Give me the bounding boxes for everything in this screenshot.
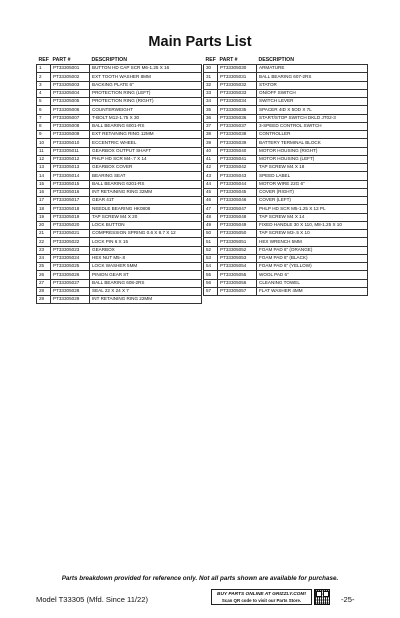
ref-cell: 38 [204,131,218,139]
ref-cell: 39 [204,139,218,147]
ref-cell: 40 [204,147,218,155]
ref-cell: 31 [204,73,218,81]
description-cell: GEARBOX COVER [90,164,202,172]
description-cell: COVER (RIGHT) [257,188,368,196]
description-cell: PROTECTION RING (RIGHT) [90,98,202,106]
part-number-cell: PT33305028 [51,287,90,295]
ref-cell: 35 [204,106,218,114]
table-row [204,197,368,205]
ref-cell: 22 [37,238,51,246]
description-cell: HEX WRENCH 5MM [257,238,368,246]
model-label: Model T33305 (Mfd. Since 11/22) [36,595,148,604]
part-number-cell: PT33305002 [51,73,90,81]
part-number-cell: PT33305040 [218,147,257,155]
description-cell: LOCK BUTTON [90,221,202,229]
part-number-cell: PT33305051 [218,238,257,246]
part-number-cell: PT33305048 [218,213,257,221]
description-cell: BALL BEARING 6201-RS [90,180,202,188]
table-row [204,287,368,295]
part-number-cell: PT33305031 [218,73,257,81]
description-cell: BATTERY TERMINAL BLOCK [257,139,368,147]
part-number-cell: PT33305039 [218,139,257,147]
description-cell: ON/OFF SWITCH [257,89,368,97]
table-row [204,279,368,287]
table-row [204,213,368,221]
table-row [204,246,368,254]
ref-cell: 21 [37,230,51,238]
page-title: Main Parts List [148,34,252,50]
description-cell: COUNTERWEIGHT [90,106,202,114]
ref-cell: 14 [37,172,51,180]
table-row [37,213,202,221]
ref-cell: 29 [37,296,51,304]
ref-cell: 47 [204,205,218,213]
description-cell: LOCK WASHER 5MM [90,263,202,271]
description-cell: FOAM PAD 6" (YELLOW) [257,263,368,271]
table-row [37,221,202,229]
description-cell: COVER (LEFT) [257,197,368,205]
description-cell: TAP SCREW M3-.5 X 10 [257,230,368,238]
ref-cell: 3 [37,81,51,89]
description-cell: TAP SCREW M4 X 20 [90,213,202,221]
buy-parts-text: BUY PARTS ONLINE AT GRIZZLY.COM! [216,592,306,597]
description-cell: BACKING PLATE 6" [90,81,202,89]
parts-table-left [36,56,202,304]
description-cell: BALL BEARING 608-2RS [90,279,202,287]
footnote: Parts breakdown provided for reference only. Not all parts shown are available for purchase. [61,575,339,582]
table-row [204,164,368,172]
table-header [204,56,368,65]
description-cell: SWITCH LEVER [257,98,368,106]
description-cell: GEAR 41T [90,197,202,205]
part-number-cell: PT33305005 [51,98,90,106]
table-row [204,155,368,163]
description-cell: FLAT WASHER 4MM [257,287,368,295]
ref-cell: 28 [37,287,51,295]
description-cell: STATOR [257,81,368,89]
table-row [37,122,202,130]
description-cell: FOAM PAD 6" (ORANGE) [257,246,368,254]
part-number-cell: PT33305043 [218,172,257,180]
ref-cell: 8 [37,122,51,130]
description-cell: GEARBOX [90,246,202,254]
part-number-cell: PT33305037 [218,122,257,130]
description-cell: WOOL PAD 6" [257,271,368,279]
table-row [204,89,368,97]
ref-cell: 24 [37,254,51,262]
table-row [37,73,202,81]
description-cell: INT RETAINING RING 32MM [90,188,202,196]
part-number-cell: PT33305003 [51,81,90,89]
table-row [204,98,368,106]
table-row [37,197,202,205]
part-number-cell: PT33305024 [51,254,90,262]
description-cell: GEARBOX OUTPUT SHAFT [90,147,202,155]
part-number-cell: PT33305006 [51,106,90,114]
qr-code-icon[interactable] [314,589,330,605]
table-row [37,263,202,271]
page-number: -25- [341,595,355,604]
table-row [204,271,368,279]
part-number-cell: PT33305009 [51,131,90,139]
part-number-cell: PT33305036 [218,114,257,122]
part-number-cell: PT33305026 [51,271,90,279]
ref-cell: 9 [37,131,51,139]
table-row [37,98,202,106]
ref-cell: 2 [37,73,51,81]
part-number-cell: PT33305034 [218,98,257,106]
description-cell: LOCK PIN 6 X 15 [90,238,202,246]
table-row [204,205,368,213]
table-row [204,65,368,73]
description-cell: FOAM PAD 6" (BLACK) [257,254,368,262]
part-number-cell: PT33305008 [51,122,90,130]
description-cell: FIXED HANDLE 30 X 110, M8-1.25 X 10 [257,221,368,229]
description-cell: SPEED LABEL [257,172,368,180]
description-cell: T-BOLT M12-1.75 X 30 [90,114,202,122]
table-row [37,155,202,163]
ref-cell: 33 [204,89,218,97]
part-number-cell: PT33305029 [51,296,90,304]
table-row [204,147,368,155]
part-number-cell: PT33305019 [51,213,90,221]
ref-cell: 23 [37,246,51,254]
description-cell: PROTECTION RING (LEFT) [90,89,202,97]
part-number-cell: PT33305025 [51,263,90,271]
part-number-cell: PT33305020 [51,221,90,229]
part-number-cell: PT33305044 [218,180,257,188]
ref-cell: 55 [204,271,218,279]
ref-cell: 36 [204,114,218,122]
description-cell: START/STOP SWITCH DKLD JT02-3 [257,114,368,122]
part-number-cell: PT33305015 [51,180,90,188]
ref-cell: 27 [37,279,51,287]
part-number-cell: PT33305013 [51,164,90,172]
part-number-cell: PT33305022 [51,238,90,246]
description-cell: INT RETAINING RING 22MM [90,296,202,304]
ref-cell: 34 [204,98,218,106]
part-number-cell: PT33305016 [51,188,90,196]
part-header: PART # [219,57,238,63]
description-cell: ECCENTRIC WHEEL [90,139,202,147]
description-cell: PHLP HD SCR M4-.7 X 14 [90,155,202,163]
ref-cell: 18 [37,205,51,213]
table-row [204,131,368,139]
ref-cell: 30 [204,65,218,73]
part-number-cell: PT33305007 [51,114,90,122]
table-row [204,238,368,246]
ref-cell: 12 [37,155,51,163]
description-cell: BALL BEARING 6001-RS [90,122,202,130]
ref-cell: 49 [204,221,218,229]
table-row [37,114,202,122]
part-number-cell: PT33305041 [218,155,257,163]
ref-cell: 50 [204,230,218,238]
ref-cell: 37 [204,122,218,130]
description-cell: BALL BEARING 607-2RS [257,73,368,81]
ref-cell: 26 [37,271,51,279]
table-row [37,81,202,89]
description-cell: MOTOR HOUSING (RIGHT) [257,147,368,155]
ref-cell: 46 [204,197,218,205]
description-header: DESCRIPTION [91,57,127,63]
part-number-cell: PT33305052 [218,246,257,254]
table-row [204,139,368,147]
ref-cell: 17 [37,197,51,205]
ref-cell: 45 [204,188,218,196]
ref-cell: 44 [204,180,218,188]
table-row [204,172,368,180]
table-row [37,180,202,188]
ref-cell: 51 [204,238,218,246]
description-cell: NEEDLE BEARING HK0808 [90,205,202,213]
description-cell: HEX NUT M5-.8 [90,254,202,262]
table-row [37,131,202,139]
part-number-cell: PT33305032 [218,81,257,89]
ref-cell: 57 [204,287,218,295]
table-row [37,271,202,279]
table-row [37,254,202,262]
part-number-cell: PT33305042 [218,164,257,172]
description-cell: TAP SCREW M4 X 14 [257,213,368,221]
table-row [37,65,202,73]
part-number-cell: PT33305057 [218,287,257,295]
table-row [37,106,202,114]
description-cell: PINION GEAR 8T [90,271,202,279]
ref-cell: 32 [204,81,218,89]
table-row [204,263,368,271]
ref-cell: 15 [37,180,51,188]
description-cell: SPACER 4ID X 5OD X 7L [257,106,368,114]
ref-header: REF [38,57,49,63]
description-cell: EXT TOOTH WASHER 8MM [90,73,202,81]
ref-cell: 19 [37,213,51,221]
part-number-cell: PT33305050 [218,230,257,238]
part-number-cell: PT33305004 [51,89,90,97]
table-row [204,73,368,81]
buy-parts-box[interactable] [211,589,312,605]
ref-cell: 7 [37,114,51,122]
description-cell: COMPRESSION SPRING 0.6 X 8.7 X 12 [90,230,202,238]
table-row [37,147,202,155]
description-cell: BUTTON HD CAP SCR M6-1.25 X 16 [90,65,202,73]
part-number-cell: PT33305047 [218,205,257,213]
ref-cell: 6 [37,106,51,114]
ref-cell: 11 [37,147,51,155]
table-row [37,279,202,287]
table-row [37,238,202,246]
part-number-cell: PT33305053 [218,254,257,262]
ref-cell: 4 [37,89,51,97]
ref-cell: 52 [204,246,218,254]
table-row [204,81,368,89]
part-number-cell: PT33305030 [218,65,257,73]
table-row [204,122,368,130]
ref-header: REF [205,57,216,63]
ref-cell: 48 [204,213,218,221]
ref-cell: 20 [37,221,51,229]
part-number-cell: PT33305010 [51,139,90,147]
ref-cell: 16 [37,188,51,196]
description-cell: MOTOR HOUSING (LEFT) [257,155,368,163]
ref-cell: 53 [204,254,218,262]
table-row [37,188,202,196]
description-cell: PHLP HD SCR M5-1.25 X 12 PL [257,205,368,213]
table-row [37,296,202,304]
description-cell: ARMATURE [257,65,368,73]
ref-cell: 5 [37,98,51,106]
description-cell: TAP SCREW M4 X 18 [257,164,368,172]
table-row [204,230,368,238]
part-number-cell: PT33305001 [51,65,90,73]
ref-cell: 13 [37,164,51,172]
table-row [37,139,202,147]
table-row [204,254,368,262]
part-number-cell: PT33305049 [218,221,257,229]
table-row [204,188,368,196]
description-cell: CONTROLLER [257,131,368,139]
part-number-cell: PT33305018 [51,205,90,213]
part-number-cell: PT33305054 [218,263,257,271]
part-number-cell: PT33305038 [218,131,257,139]
description-cell: SEAL 22 X 24 X 7 [90,287,202,295]
table-row [37,246,202,254]
ref-cell: 10 [37,139,51,147]
description-cell: CLEANING TOWEL [257,279,368,287]
part-number-cell: PT33305014 [51,172,90,180]
part-number-cell: PT33305035 [218,106,257,114]
description-header: DESCRIPTION [258,57,294,63]
part-number-cell: PT33305033 [218,89,257,97]
part-number-cell: PT33305045 [218,188,257,196]
part-number-cell: PT33305011 [51,147,90,155]
table-row [204,114,368,122]
ref-cell: 43 [204,172,218,180]
table-row [37,230,202,238]
ref-cell: 41 [204,155,218,163]
table-row [37,164,202,172]
part-header: PART # [52,57,71,63]
ref-cell: 25 [37,263,51,271]
table-header [37,56,202,65]
description-cell: 3-SPEED CONTROL SWITCH [257,122,368,130]
table-row [37,287,202,295]
ref-cell: 1 [37,65,51,73]
part-number-cell: PT33305017 [51,197,90,205]
parts-table-right [203,56,368,296]
table-row [204,106,368,114]
table-row [204,221,368,229]
table-row [37,89,202,97]
part-number-cell: PT33305021 [51,230,90,238]
part-number-cell: PT33305056 [218,279,257,287]
scan-qr-text: Scan QR code to visit our Parts Store. [221,598,302,603]
description-cell: EXT RETAINING RING 12MM [90,131,202,139]
description-cell: BEARING SEAT [90,172,202,180]
ref-cell: 56 [204,279,218,287]
part-number-cell: PT33305023 [51,246,90,254]
part-number-cell: PT33305012 [51,155,90,163]
part-number-cell: PT33305055 [218,271,257,279]
part-number-cell: PT33305027 [51,279,90,287]
table-row [37,172,202,180]
table-row [37,205,202,213]
part-number-cell: PT33305046 [218,197,257,205]
ref-cell: 42 [204,164,218,172]
table-row [204,180,368,188]
ref-cell: 54 [204,263,218,271]
description-cell: MOTOR WIRE 22G 6" [257,180,368,188]
